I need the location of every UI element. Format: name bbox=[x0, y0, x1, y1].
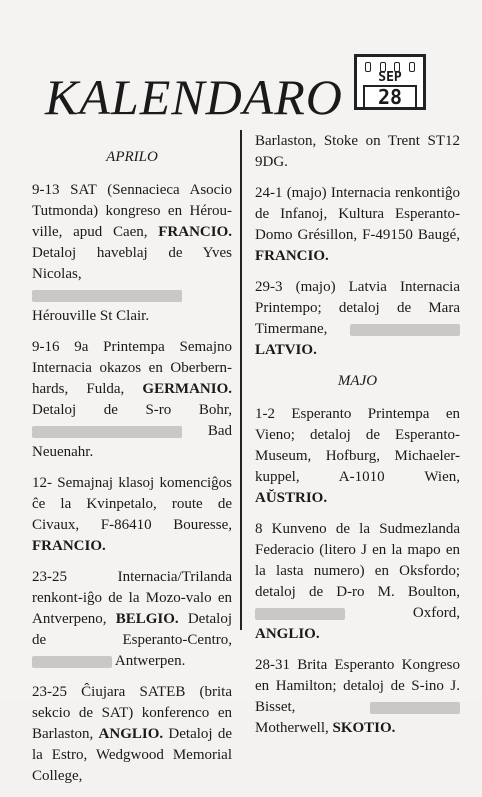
event-entry: 23-25 Internacia/Trilanda renkont-iĝo de la Mozo-valo en Antverpeno, BELGIO. Detaloj de Esperanto-Centro, Antwerpen. bbox=[32, 569, 232, 669]
event-entry: 24-1 (majo) Internacia renkontiĝo de Infanoj, Kultura Esperanto-Domo Grésillon, F-49150 Baugé, FRANCIO. bbox=[255, 185, 460, 264]
event-entry: 1-2 Esperanto Printempa en Vieno; detaloj de Esperanto-Museum, Hofburg, Michaeler-kuppel, A-1010 Wien, AŬSTRIO. bbox=[255, 406, 460, 506]
event-entry: 29-3 (majo) Latvia Internacia Printempo; detaloj de Mara Timermane, LATVIO. bbox=[255, 279, 460, 358]
event-entry: 12- Semajnaj klasoj komenciĝos ĉe la Kvinpetalo, route de Civaux, F-86410 Bouresse, FRANCIO. bbox=[32, 475, 232, 554]
redacted-address bbox=[370, 702, 460, 714]
event-entry: 28-31 Brita Esperanto Kongreso en Hamilton; detaloj de S-ino J. Bisset, Motherwell, SKOTIO. bbox=[255, 657, 460, 736]
calendar-rings bbox=[365, 62, 415, 68]
redacted-address bbox=[32, 290, 182, 302]
calendar-day: 28 bbox=[363, 85, 417, 109]
event-entry-continuation: Barlaston, Stoke on Trent ST12 9DG. bbox=[255, 133, 460, 170]
month-heading-majo: MAJO bbox=[337, 373, 378, 389]
page-title: KALENDARO bbox=[45, 69, 343, 125]
event-entry: 8 Kunveno de la Sudmezlanda Federacio (litero J en la mapo en la lasta numero) en Oksfordo; detaloj de D-ro M. Boulton, Oxford, ANGLIO. bbox=[255, 521, 460, 642]
redacted-address bbox=[32, 656, 112, 668]
calendar-month: SEP bbox=[378, 70, 402, 85]
event-entry: 9-16 9a Printempa Semajno Internacia okazos en Oberbern-hards, Fulda, GERMANIO. Detaloj de S-ro Bohr, Bad Neuenahr. bbox=[32, 339, 232, 460]
column-divider bbox=[240, 130, 242, 630]
calendar-icon bbox=[354, 54, 426, 110]
month-heading-aprilo: APRILO bbox=[106, 149, 158, 165]
right-column bbox=[255, 131, 460, 749]
redacted-address bbox=[32, 426, 182, 438]
redacted-address bbox=[255, 608, 345, 620]
event-entry: 23-25 Ĉiujara SATEB (brita sekcio de SAT) konferenco en Barlaston, ANGLIO. Detaloj de la Estro, Wedgwood Memorial College, bbox=[32, 684, 232, 784]
redacted-address bbox=[350, 324, 460, 336]
event-entry: 9-13 SAT (Sennacieca Asocio Tutmonda) kongreso en Hérou-ville, apud Caen, FRANCIO. Detaloj haveblaj de Yves Nicolas, Hérouville St Clair. bbox=[32, 182, 232, 324]
